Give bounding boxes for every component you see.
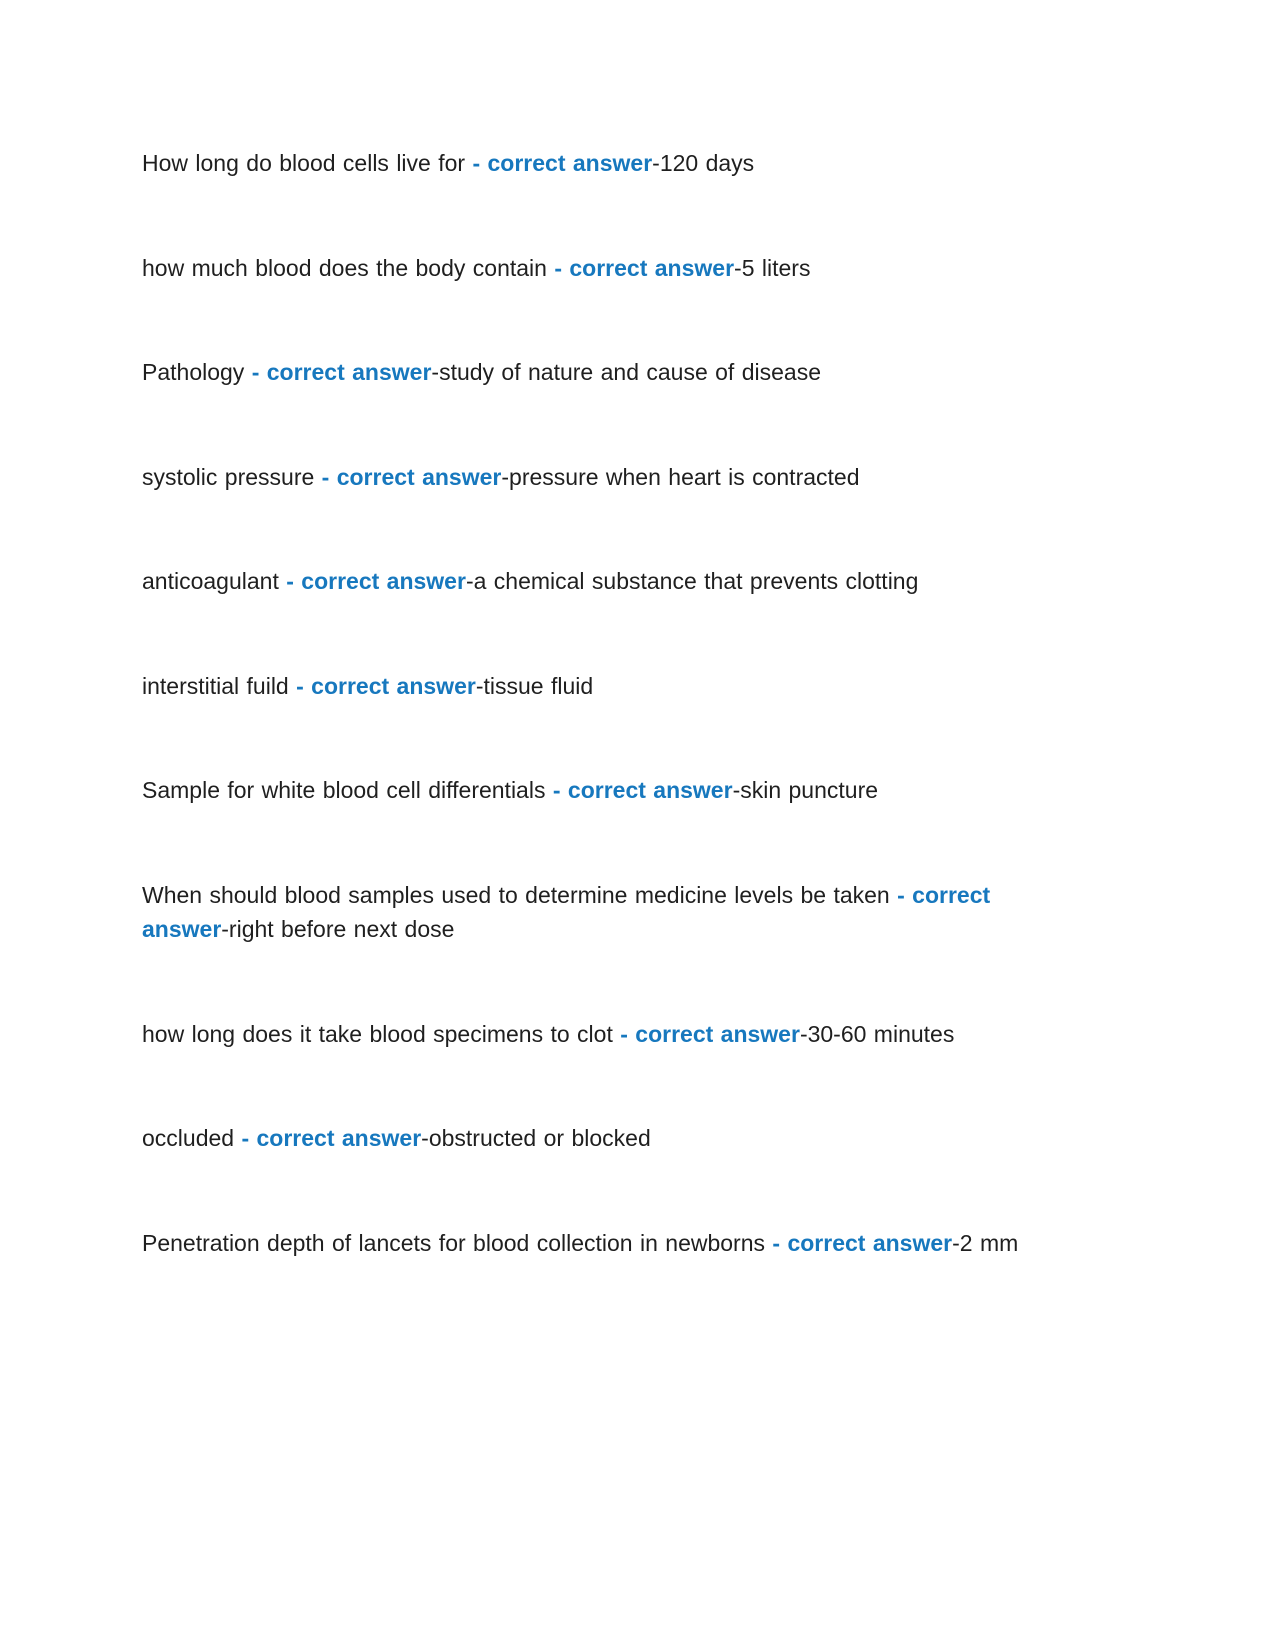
answer-text: -right before next dose xyxy=(221,916,455,942)
question-text: systolic pressure xyxy=(142,463,315,490)
qa-item xyxy=(142,146,1065,181)
qa-item xyxy=(142,669,1065,704)
qa-item xyxy=(142,1226,1065,1261)
question-text: Penetration depth of lancets for blood collection in newborns xyxy=(142,1229,766,1256)
answer-text: -tissue fluid xyxy=(475,672,594,699)
answer-text: -120 days xyxy=(652,150,755,176)
correct-answer-marker: - correct answer xyxy=(472,150,653,176)
correct-answer-marker: - correct answer xyxy=(321,463,502,490)
question-text: How long do blood cells live for xyxy=(142,150,466,176)
qa-item xyxy=(142,773,1065,808)
question-text: interstitial fuild xyxy=(142,672,289,699)
question-text: Sample for white blood cell differentials xyxy=(142,777,546,803)
correct-answer-marker: - correct answer xyxy=(251,359,432,385)
qa-item xyxy=(142,564,1065,599)
qa-item xyxy=(142,251,1065,286)
answer-text: -30-60 minutes xyxy=(799,1020,955,1047)
question-text: how long does it take blood specimens to clot xyxy=(142,1020,613,1047)
correct-answer-marker: - correct answer xyxy=(552,777,733,803)
answer-text: -study of nature and cause of disease xyxy=(431,359,821,385)
qa-item xyxy=(142,355,1065,390)
correct-answer-marker: - correct answer xyxy=(554,254,735,281)
correct-answer-marker: - correct answer xyxy=(772,1229,953,1256)
question-text: how much blood does the body contain xyxy=(142,254,547,281)
qa-item xyxy=(142,1017,1065,1052)
answer-text: -skin puncture xyxy=(732,777,879,803)
answer-text: -5 liters xyxy=(734,254,811,281)
question-text: anticoagulant xyxy=(142,568,279,594)
answer-text: -a chemical substance that prevents clotting xyxy=(465,568,919,594)
answer-text: -pressure when heart is contracted xyxy=(501,463,860,490)
correct-answer-marker: - correct answer xyxy=(296,672,476,699)
correct-answer-marker: - correct answer xyxy=(241,1125,422,1151)
qa-item xyxy=(142,460,1065,495)
question-text: When should blood samples used to determine medicine levels be taken xyxy=(142,881,890,908)
answer-text: -obstructed or blocked xyxy=(421,1125,651,1151)
question-text: occluded xyxy=(142,1125,235,1151)
qa-item xyxy=(142,1121,1065,1156)
correct-answer-marker: - correct answer xyxy=(620,1020,800,1047)
answer-text: -2 mm xyxy=(952,1229,1019,1256)
correct-answer-marker: - correct answer xyxy=(286,568,466,594)
qa-item xyxy=(142,878,1065,947)
correct-answer-marker: - correct answer xyxy=(142,881,991,942)
question-text: Pathology xyxy=(142,359,245,385)
